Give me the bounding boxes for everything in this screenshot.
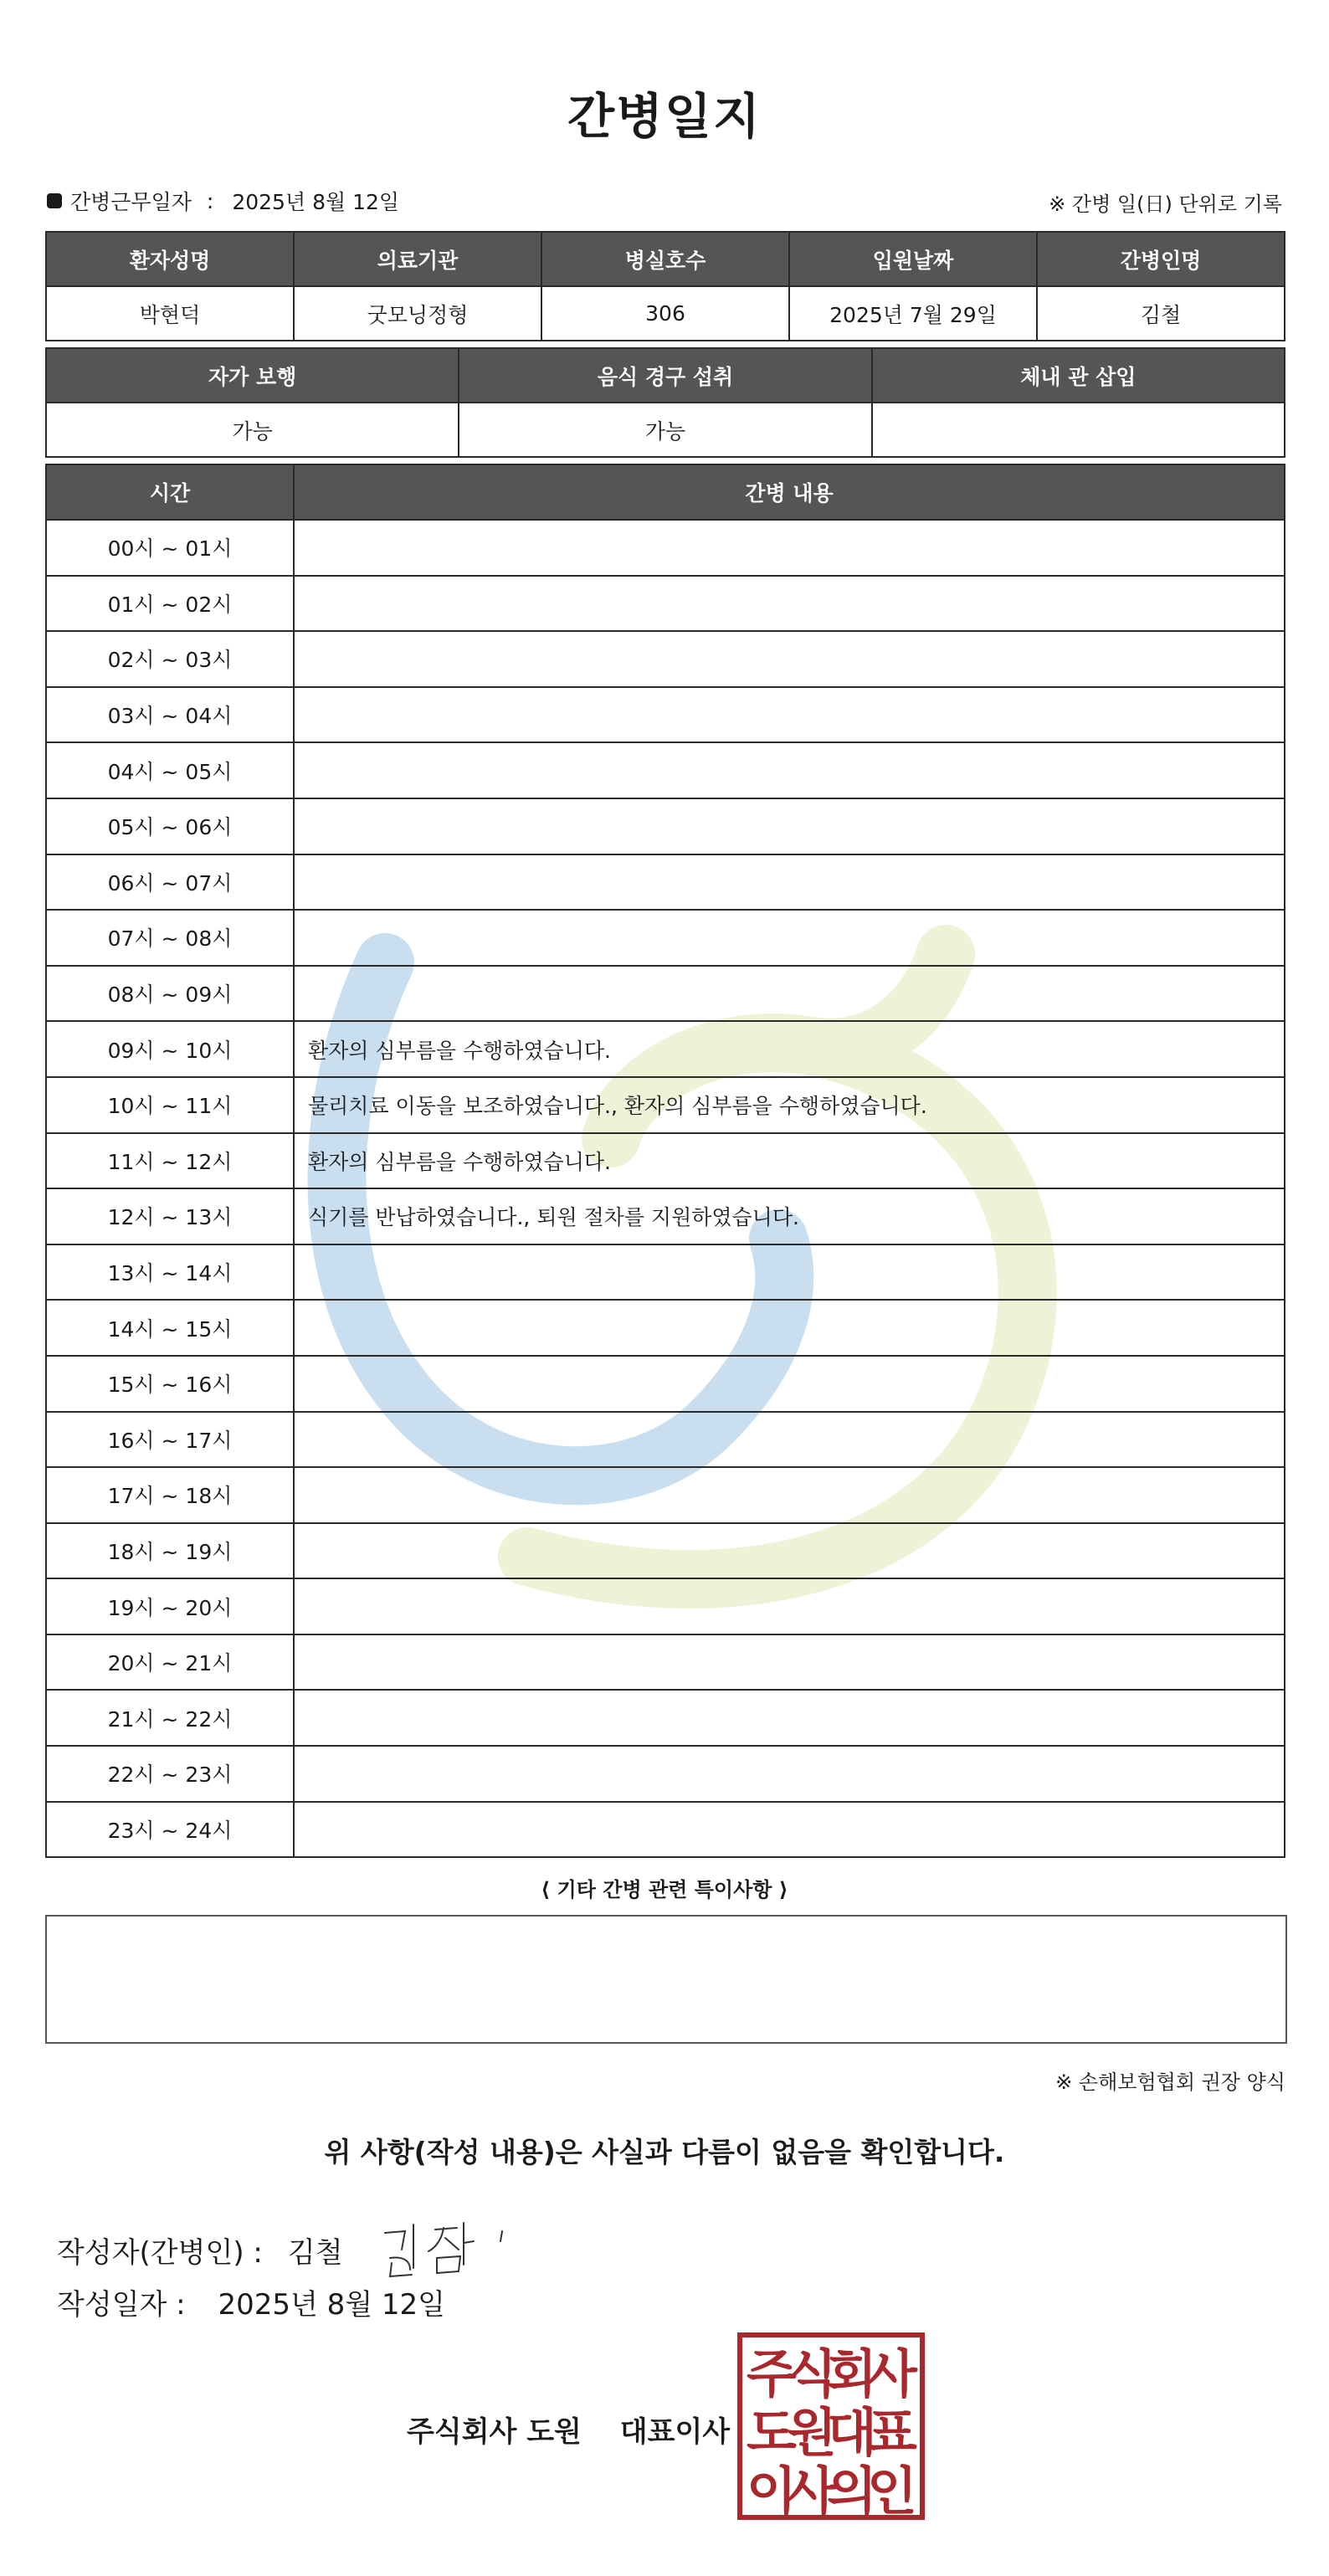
content-cell: 물리치료 이동을 보조하였습니다., 환자의 심부름을 수행하였습니다. [294, 1077, 1285, 1133]
table-row [46, 1467, 1285, 1523]
time-cell: 15시 ~ 16시 [46, 1356, 294, 1412]
header-patient-name: 환자성명 [46, 232, 294, 286]
time-cell: 19시 ~ 20시 [46, 1578, 294, 1634]
time-cell: 02시 ~ 03시 [46, 631, 294, 687]
unit-note: ※ 간병 일(日) 단위로 기록 [1049, 192, 1282, 216]
hospital-name: 굿모닝정형 [294, 286, 541, 341]
time-cell: 04시 ~ 05시 [46, 742, 294, 798]
svg-text:사: 사 [787, 2461, 837, 2521]
svg-text:도: 도 [747, 2402, 797, 2463]
content-cell: 환자의 심부름을 수행하였습니다. [294, 1021, 1285, 1077]
svg-text:대: 대 [827, 2402, 877, 2463]
content-cell [294, 520, 1285, 576]
content-cell [294, 966, 1285, 1022]
work-date-separator: : [206, 188, 214, 213]
company-name: 주식회사 도원 [407, 2415, 582, 2449]
svg-text:인: 인 [867, 2461, 917, 2521]
time-cell: 09시 ~ 10시 [46, 1021, 294, 1077]
caregiver-name: 김철 [1037, 286, 1285, 341]
table-row [46, 1412, 1285, 1468]
work-date-line [47, 186, 399, 216]
hourly-log-table [45, 464, 1285, 1858]
table-row [46, 1356, 1285, 1412]
content-cell [294, 1412, 1285, 1468]
content-cell [294, 798, 1285, 854]
content-cell [294, 1300, 1285, 1356]
time-cell: 12시 ~ 13시 [46, 1188, 294, 1244]
time-cell: 06시 ~ 07시 [46, 854, 294, 911]
time-cell: 11시 ~ 12시 [46, 1133, 294, 1189]
table-row [46, 1578, 1285, 1634]
table-row [46, 1077, 1285, 1133]
special-notes-box [45, 1915, 1287, 2044]
svg-text:회: 회 [827, 2343, 877, 2404]
patient-status-table [45, 347, 1285, 458]
content-cell [294, 1634, 1285, 1691]
content-cell [294, 1467, 1285, 1523]
form-source-note: ※ 손해보험협회 권장 양식 [1055, 2071, 1285, 2094]
handwritten-signature [377, 2216, 519, 2283]
time-cell: 20시 ~ 21시 [46, 1634, 294, 1691]
tube-insertion-value [872, 403, 1285, 457]
svg-text:식: 식 [787, 2343, 837, 2404]
table-row [46, 1523, 1285, 1579]
content-cell [294, 1802, 1285, 1858]
work-date-value: 2025년 8월 12일 [232, 190, 400, 214]
written-date-line [57, 2281, 445, 2322]
patient-info-table [45, 231, 1285, 341]
table-row [46, 1690, 1285, 1746]
content-cell [294, 576, 1285, 632]
table-row [46, 1133, 1285, 1189]
table-row [46, 1188, 1285, 1244]
content-cell [294, 687, 1285, 743]
writer-line [57, 2216, 519, 2283]
table-row [46, 910, 1285, 966]
content-cell [294, 742, 1285, 798]
time-cell: 08시 ~ 09시 [46, 966, 294, 1022]
company-line [407, 2409, 730, 2450]
time-cell: 22시 ~ 23시 [46, 1746, 294, 1802]
writer-name: 김철 [287, 2235, 343, 2270]
header-care-content: 간병 내용 [294, 464, 1285, 520]
written-date-value: 2025년 8월 12일 [218, 2288, 446, 2322]
time-cell: 01시 ~ 02시 [46, 576, 294, 632]
content-cell [294, 1578, 1285, 1634]
svg-text:원: 원 [787, 2402, 837, 2463]
time-cell: 13시 ~ 14시 [46, 1244, 294, 1301]
time-cell: 05시 ~ 06시 [46, 798, 294, 854]
time-cell: 07시 ~ 08시 [46, 910, 294, 966]
table-row [46, 1634, 1285, 1691]
bullet-square-icon [47, 193, 62, 208]
table-row [46, 631, 1285, 687]
table-row [46, 520, 1285, 576]
time-cell: 00시 ~ 01시 [46, 520, 294, 576]
time-cell: 03시 ~ 04시 [46, 687, 294, 743]
content-cell: 식기를 반납하였습니다., 퇴원 절차를 지원하였습니다. [294, 1188, 1285, 1244]
table-row [46, 1244, 1285, 1301]
time-cell: 23시 ~ 24시 [46, 1802, 294, 1858]
table-row [46, 1746, 1285, 1802]
writer-label: 작성자(간병인) : [57, 2235, 263, 2270]
header-oral-intake: 음식 경구 섭취 [459, 348, 871, 403]
time-cell: 16시 ~ 17시 [46, 1412, 294, 1468]
time-cell: 17시 ~ 18시 [46, 1467, 294, 1523]
content-cell [294, 1690, 1285, 1746]
written-date-label: 작성일자 : [57, 2288, 186, 2322]
header-room-number: 병실호수 [541, 232, 789, 286]
table-row [46, 966, 1285, 1022]
room-number: 306 [541, 286, 789, 341]
content-cell [294, 1244, 1285, 1301]
time-cell: 14시 ~ 15시 [46, 1300, 294, 1356]
svg-text:이: 이 [747, 2461, 797, 2521]
content-cell [294, 631, 1285, 687]
content-cell [294, 910, 1285, 966]
oral-intake-value: 가능 [459, 403, 871, 457]
header-self-walking: 자가 보행 [46, 348, 459, 403]
content-cell [294, 1746, 1285, 1802]
confirmation-statement: 위 사항(작성 내용)은 사실과 다름이 없음을 확인합니다. [324, 2136, 1005, 2168]
header-hospital: 의료기관 [294, 232, 541, 286]
patient-name: 박현덕 [46, 286, 294, 341]
self-walking-value: 가능 [46, 403, 459, 457]
header-admission-date: 입원날짜 [789, 232, 1037, 286]
content-cell [294, 1356, 1285, 1412]
table-row [46, 854, 1285, 911]
work-date-label: 간병근무일자 [70, 190, 192, 214]
special-notes-title: ⟨ 기타 간병 관련 특이사항 ⟩ [541, 1878, 788, 1901]
table-row [46, 742, 1285, 798]
time-cell: 10시 ~ 11시 [46, 1077, 294, 1133]
content-cell: 환자의 심부름을 수행하였습니다. [294, 1133, 1285, 1189]
svg-text:의: 의 [827, 2461, 877, 2521]
header-caregiver-name: 간병인명 [1037, 232, 1285, 286]
header-time: 시간 [46, 464, 294, 520]
company-seal-stamp [736, 2332, 926, 2521]
svg-text:주: 주 [747, 2343, 797, 2404]
time-cell: 21시 ~ 22시 [46, 1690, 294, 1746]
content-cell [294, 1523, 1285, 1579]
svg-text:표: 표 [867, 2402, 917, 2463]
table-row [46, 798, 1285, 854]
table-row [46, 687, 1285, 743]
page-title: 간병일지 [567, 88, 762, 145]
admission-date: 2025년 7월 29일 [789, 286, 1037, 341]
header-tube-insertion: 체내 관 삽입 [872, 348, 1285, 403]
table-row [46, 1021, 1285, 1077]
table-row [46, 576, 1285, 632]
time-cell: 18시 ~ 19시 [46, 1523, 294, 1579]
table-row [46, 1300, 1285, 1356]
ceo-title: 대표이사 [619, 2415, 731, 2449]
table-row [46, 1802, 1285, 1858]
content-cell [294, 854, 1285, 911]
svg-text:사: 사 [867, 2343, 917, 2404]
